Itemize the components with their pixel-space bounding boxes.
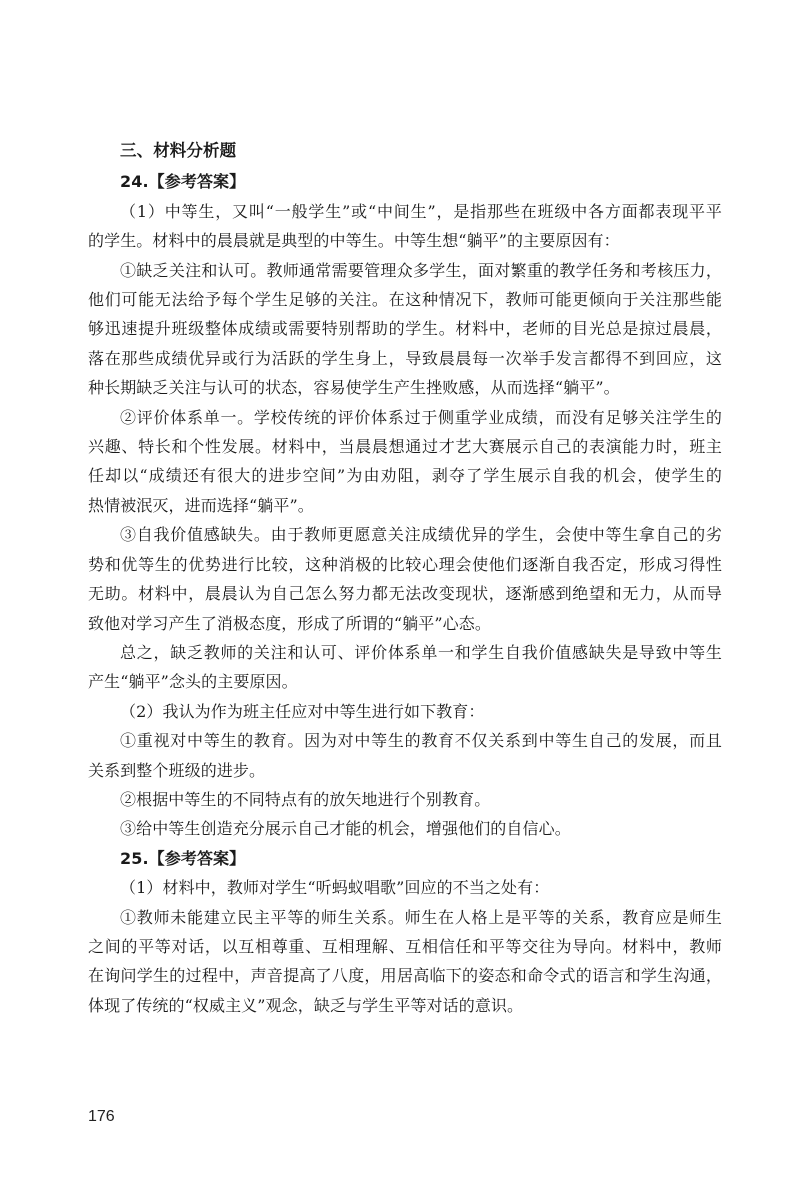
paragraph-line: 在询问学生的过程中，声音提高了八度，用居高临下的姿态和命令式的语言和学生沟通， [88,966,722,986]
page-content [88,136,722,1020]
paragraph-line: （1）中等生，又叫“一般学生”或“中间生”，是指那些在班级中各方面都表现平平 [120,201,722,221]
paragraph-line: 的学生。材料中的晨晨就是典型的中等生。中等生想“躺平”的主要原因有： [88,231,620,251]
paragraph-line: ③给中等生创造充分展示自己才能的机会，增强他们的自信心。 [120,819,571,839]
paragraph-line: ③自我价值感缺失。由于教师更愿意关注成绩优异的学生，会使中等生拿自己的劣 [120,525,722,545]
paragraph-line: 种长期缺乏关注与认可的状态，容易使学生产生挫败感，从而选择“躺平”。 [88,378,620,398]
paragraph-line: 致他对学习产生了消极态度，形成了所谓的“躺平”心态。 [88,613,491,633]
paragraph-line: （1）材料中，教师对学生“听蚂蚁唱歌”回应的不当之处有： [120,878,550,898]
paragraph-line: ②根据中等生的不同特点有的放矢地进行个别教育。 [120,789,491,809]
paragraph-line: 够迅速提升班级整体成绩或需要特别帮助的学生。材料中，老师的目光总是掠过晨晨， [88,319,722,339]
question-25-heading: 25.【参考答案】 [120,848,246,868]
paragraph-line: 任却以“成绩还有很大的进步空间”为由劝阻，剥夺了学生展示自我的机会，使学生的 [88,466,722,486]
paragraph-line: 势和优等生的优势进行比较，这种消极的比较心理会使他们逐渐自我否定，形成习得性 [88,554,722,574]
paragraph-line: ①重视对中等生的教育。因为对中等生的教育不仅关系到中等生自己的发展，而且 [120,731,722,751]
section-title: 三、材料分析题 [120,141,237,160]
paragraph-line: 落在那些成绩优异或行为活跃的学生身上，导致晨晨每一次举手发言都得不到回应，这 [88,348,722,368]
paragraph-line: 热情被泯灭，进而选择“躺平”。 [88,495,314,515]
paragraph-line: 兴趣、特长和个性发展。材料中，当晨晨想通过才艺大赛展示自己的表演能力时，班主 [88,437,722,457]
paragraph-line: ①缺乏关注和认可。教师通常需要管理众多学生，面对繁重的教学任务和考核压力， [120,260,722,280]
paragraph-line: ①教师未能建立民主平等的师生关系。师生在人格上是平等的关系，教育应是师生 [120,907,722,927]
paragraph-line: ②评价体系单一。学校传统的评价体系过于侧重学业成绩，而没有足够关注学生的 [120,407,722,427]
question-24-heading: 24.【参考答案】 [120,172,246,192]
paragraph-line: 产生“躺平”念头的主要原因。 [88,672,298,692]
page-number: 176 [88,1108,115,1125]
paragraph-line: 总之，缺乏教师的关注和认可、评价体系单一和学生自我价值感缺失是导致中等生 [120,642,722,662]
paragraph-line: 体现了传统的“权威主义”观念，缺乏与学生平等对话的意识。 [88,995,524,1015]
paragraph-line: （2）我认为作为班主任应对中等生进行如下教育： [120,701,485,721]
paragraph-line: 他们可能无法给予每个学生足够的关注。在这种情况下，教师可能更倾向于关注那些能 [88,290,722,310]
paragraph-line: 关系到整个班级的进步。 [88,760,266,780]
paragraph-line: 之间的平等对话，以互相尊重、互相理解、互相信任和平等交往为导向。材料中，教师 [88,936,722,956]
paragraph-line: 无助。材料中，晨晨认为自己怎么努力都无法改变现状，逐渐感到绝望和无力，从而导 [88,584,722,604]
